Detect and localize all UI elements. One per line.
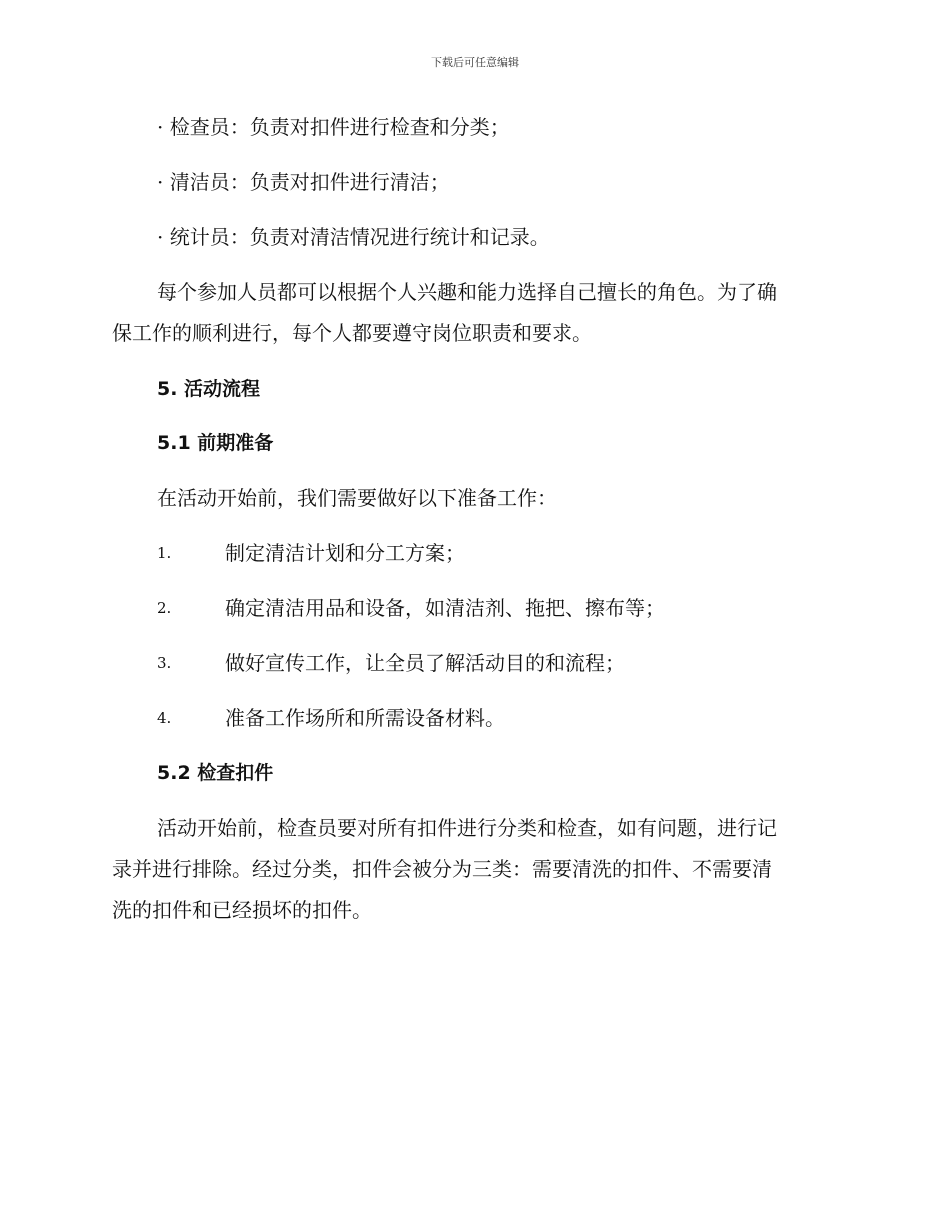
subsection-heading: 5.2 检查扣件 (157, 762, 274, 784)
role-item-inspector: · 检查员：负责对扣件进行检查和分类； (157, 115, 510, 139)
section-heading: 5. 活动流程 (157, 378, 261, 400)
list-item-number: 4. (157, 709, 172, 727)
section-intro: 在活动开始前，我们需要做好以下准备工作： (157, 486, 557, 510)
role-item-cleaner: · 清洁员：负责对扣件进行清洁； (157, 170, 450, 194)
list-item-text: 制定清洁计划和分工方案； (225, 541, 465, 565)
list-item-text: 准备工作场所和所需设备材料。 (225, 706, 505, 730)
list-item-number: 1. (157, 544, 172, 562)
subsection-heading: 5.1 前期准备 (157, 432, 274, 454)
list-item-text: 确定清洁用品和设备，如清洁剂、拖把、擦布等； (225, 596, 665, 620)
paragraph-line: 保工作的顺利进行，每个人都要遵守岗位职责和要求。 (112, 321, 592, 345)
paragraph-line: 洗的扣件和已经损坏的扣件。 (112, 898, 372, 922)
paragraph-line: 活动开始前，检查员要对所有扣件进行分类和检查，如有问题，进行记 (157, 816, 777, 840)
header-note: 下载后可任意编辑 (431, 56, 519, 69)
list-item-text: 做好宣传工作，让全员了解活动目的和流程； (225, 651, 625, 675)
list-item-number: 3. (157, 654, 172, 672)
list-item-number: 2. (157, 599, 172, 617)
role-item-statistician: · 统计员：负责对清洁情况进行统计和记录。 (157, 225, 550, 249)
paragraph-line: 录并进行排除。经过分类，扣件会被分为三类：需要清洗的扣件、不需要清 (112, 857, 772, 881)
paragraph-line: 每个参加人员都可以根据个人兴趣和能力选择自己擅长的角色。为了确 (157, 280, 777, 304)
